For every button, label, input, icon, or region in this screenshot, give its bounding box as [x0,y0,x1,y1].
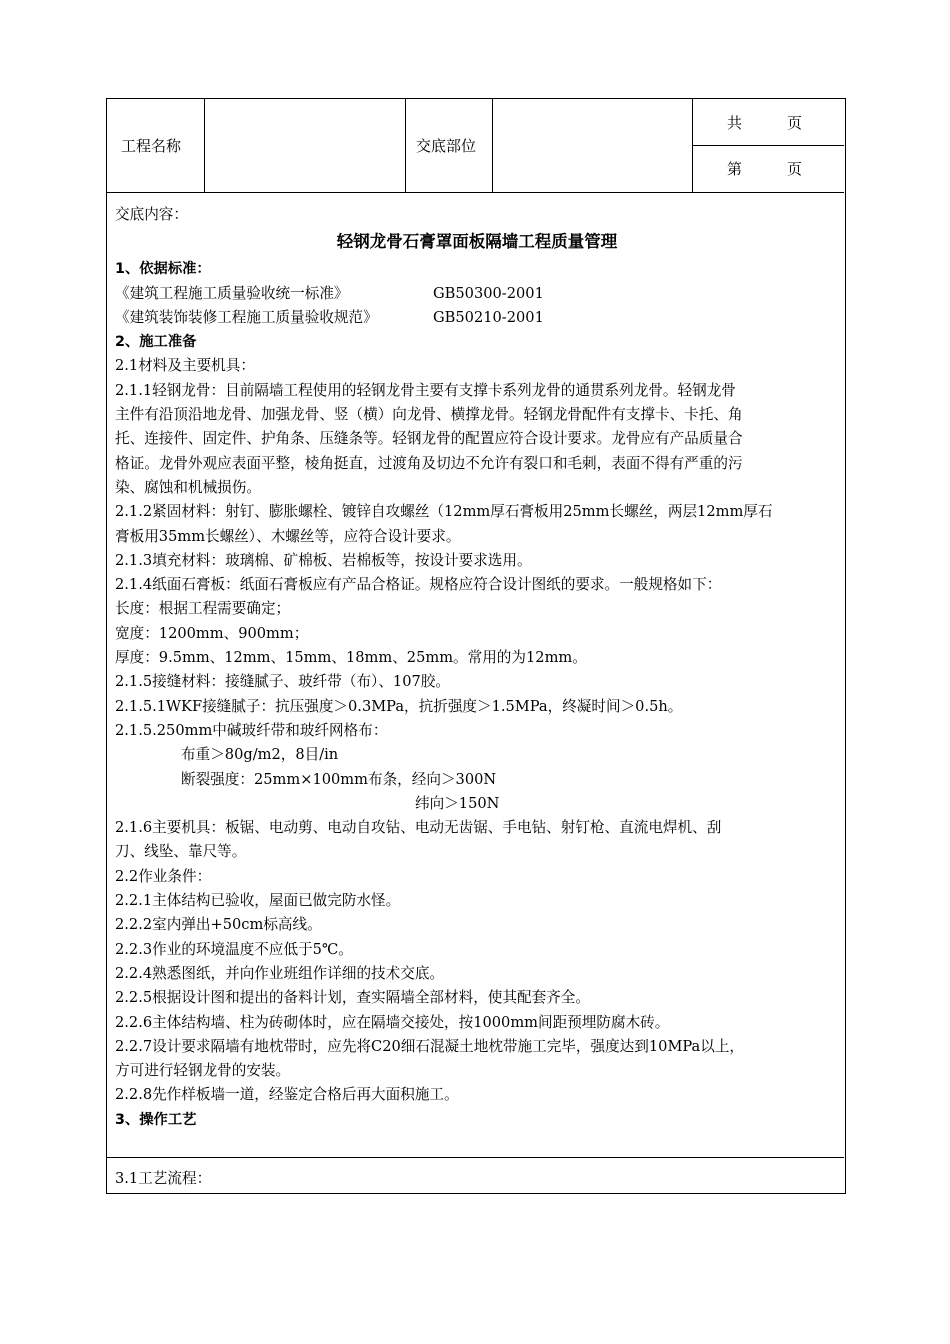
total-pages: 共 页 [727,114,803,132]
text-line: 膏板用35mm长螺丝）、木螺丝等，应符合设计要求。 [115,527,461,545]
text-line: 2.2.3作业的环境温度不应低于5℃。 [115,940,353,958]
document-sheet [106,98,846,1194]
location-label: 交底部位 [416,137,477,155]
text-line: 2.2.7设计要求隔墙有地枕带时，应先将C20细石混凝土地枕带施工完毕，强度达到10MPa以上， [115,1037,745,1055]
text-line: 染、腐蚀和机械损伤。 [115,478,261,496]
text-line: 2.2作业条件： [115,867,212,885]
section-heading: 3、操作工艺 [115,1111,197,1128]
text-line: 2.1.5.250mm中碱玻纤带和玻纤网格布： [115,721,388,739]
text-line: 2.1.6主要机具：板锯、电动剪、电动自攻钻、电动无齿锯、手电钻、射钉枪、直流电焊机、刮 [115,819,722,837]
section-heading: 2、施工准备 [115,334,197,351]
section-heading: 1、依据标准： [115,261,211,278]
divider [204,99,205,192]
text-line: 2.2.5根据设计图和提出的备料计划，查实隔墙全部材料，使其配套齐全。 [115,989,590,1007]
text-line: 2.1.1轻钢龙骨：目前隔墙工程使用的轻钢龙骨主要有支撑卡系列龙骨的通贯系列龙骨。轻钢龙骨 [115,381,736,399]
text-line: 刀、线坠、靠尺等。 [115,843,247,861]
standard-item [115,306,839,330]
text-line: 2.1.2紧固材料：射钉、膨胀螺栓、镀锌自攻螺丝（12mm厚石膏板用25mm长螺丝，两层12mm厚石 [115,503,773,521]
project-name-label: 工程名称 [121,137,182,155]
standard-name: 《建筑工程施工质量验收统一标准》 [115,284,349,302]
text-line: 格证。龙骨外观应表面平整，棱角挺直，过渡角及切边不允许有裂口和毛刺，表面不得有严重的污 [115,454,743,472]
divider [692,145,844,146]
text-line: 长度：根据工程需要确定； [115,600,291,618]
text-line: 2.1.5接缝材料：接缝腻子、玻纤带（布）、107胶。 [115,673,450,691]
text-line: 主件有沿顶沿地龙骨、加强龙骨、竖（横）向龙骨、横撑龙骨。轻钢龙骨配件有支撑卡、卡托、角 [115,406,743,424]
text-line: 布重＞80g/m2，8目/in [181,746,339,764]
text-line: 3.1工艺流程： [115,1170,212,1187]
text-line: 2.1.3填充材料：玻璃棉、矿棉板、岩棉板等，按设计要求选用。 [115,551,532,569]
text-line: 2.1材料及主要机具： [115,357,255,375]
text-line: 方可进行轻钢龙骨的安装。 [115,1062,291,1080]
divider [405,99,406,192]
divider [492,99,493,192]
document-title: 轻钢龙骨石膏罩面板隔墙工程质量管理 [336,232,618,252]
divider [107,1157,844,1158]
page-number: 第 页 [727,160,803,178]
text-line: 宽度：1200mm、900mm； [115,624,309,642]
text-line: 厚度：9.5mm、12mm、15mm、18mm、25mm。常用的为12mm。 [115,649,587,667]
standard-item [115,282,839,306]
content-label: 交底内容： [115,206,188,223]
text-line: 纬向＞150N [415,794,500,812]
text-line: 2.1.4纸面石膏板：纸面石膏板应有产品合格证。规格应符合设计图纸的要求。一般规格如下： [115,576,722,594]
text-line: 断裂强度：25mm×100mm布条，经向＞300N [181,770,497,788]
text-line: 2.2.2室内弹出+50cm标高线。 [115,916,322,934]
content-body [115,203,839,1132]
standard-code: GB50300-2001 [433,284,544,302]
text-line: 2.2.1主体结构已验收，屋面已做完防水怪。 [115,892,401,910]
header-table [107,99,844,193]
text-line: 2.1.5.1WKF接缝腻子：抗压强度＞0.3MPa，抗折强度＞1.5MPa，终凝时间＞0.5h。 [115,697,683,715]
standard-code: GB50210-2001 [433,308,544,326]
text-line: 2.2.4熟悉图纸，并向作业班组作详细的技术交底。 [115,964,445,982]
text-line: 2.2.8先作样板墙一道，经鉴定合格后再大面积施工。 [115,1086,459,1104]
text-line: 托、连接件、固定件、护角条、压缝条等。轻钢龙骨的配置应符合设计要求。龙骨应有产品质量合 [115,430,743,448]
standard-name: 《建筑装饰装修工程施工质量验收规范》 [115,308,378,326]
text-line: 2.2.6主体结构墙、柱为砖砌体时，应在隔墙交接处，按1000mm间距预埋防腐木砖。 [115,1013,670,1031]
